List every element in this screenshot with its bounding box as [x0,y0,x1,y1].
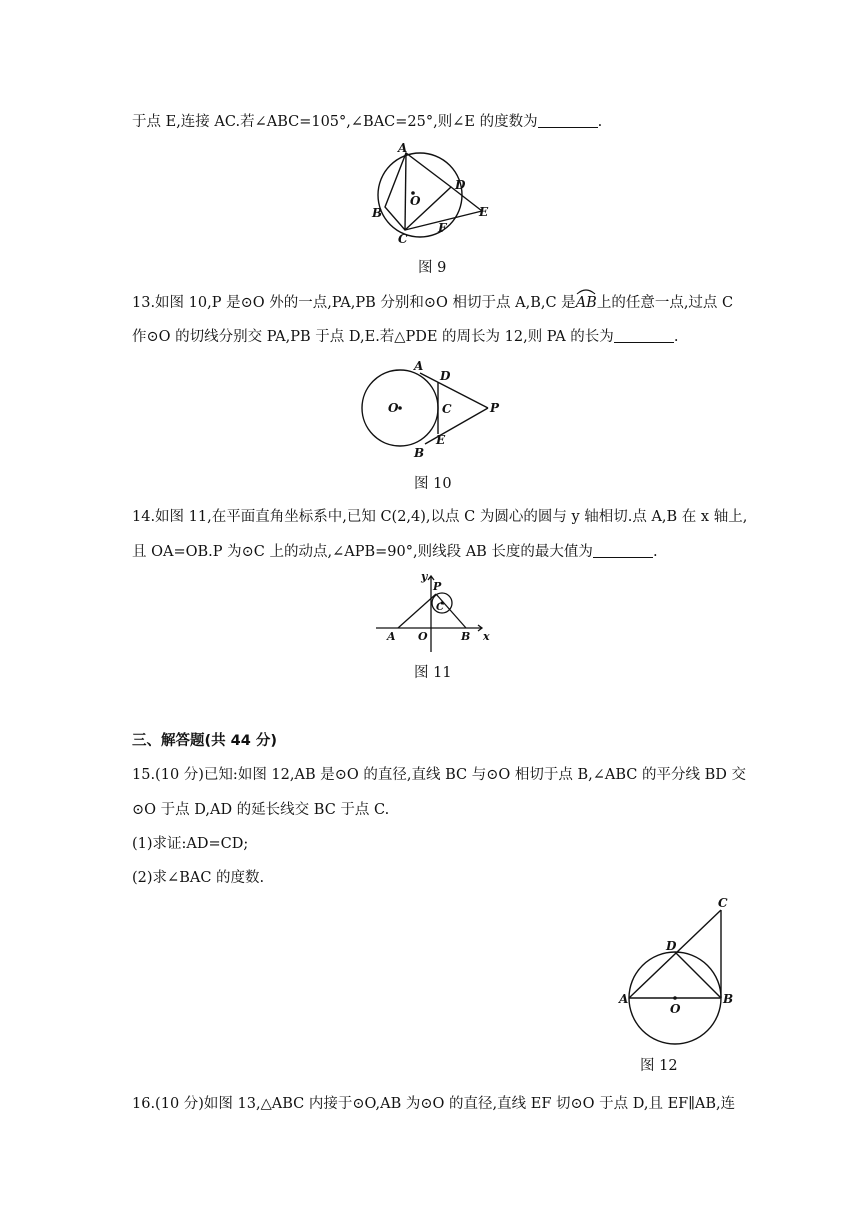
label-b-fig10: B [414,446,425,460]
text-segment: . [652,544,658,560]
label-p-fig11: P [433,580,442,593]
arc-label: AB [575,295,597,311]
text-line-q15-1: (1)求证:AD=CD; [132,836,249,852]
text-line-q15-b: ⊙O 于点 D,AD 的延长线交 BC 于点 C. [132,802,390,818]
label-c-fig11: C [436,602,444,613]
text-segment: 13.如图 10,P 是⊙O 外的一点,PA,PB 分别和⊙O 相切于点 A,B,C 是 [132,295,576,311]
label-d-fig10: D [440,369,451,383]
caption-fig12: 图 12 [640,1058,678,1074]
text-segment: . [673,329,679,345]
label-e-fig9: E [479,205,489,219]
text-line-q14-a: 14.如图 11,在平面直角坐标系中,已知 C(2,4),以点 C 为圆心的圆与 y 轴相切.点 A,B 在 x 轴上, [132,509,748,525]
label-o-fig9: O [410,194,421,208]
text-segment: 作⊙O 的切线分别交 PA,PB 于点 D,E.若△PDE 的周长为 12,则 PA 的长为 [132,329,614,345]
label-b-fig11: B [461,630,471,643]
label-a-fig9: A [398,141,408,155]
label-b-fig9: B [372,206,383,220]
caption-fig11: 图 11 [414,665,452,681]
label-e-fig10: E [436,433,446,447]
text-line-q15-a: 15.(10 分)已知:如图 12,AB 是⊙O 的直径,直线 BC 与⊙O 相切于点 B,∠ABC 的平分线 BD 交 [132,767,746,783]
label-d-fig12: D [666,939,677,953]
label-o-fig11: O [418,630,428,643]
caption-fig9: 图 9 [418,260,447,276]
caption-fig10: 图 10 [414,476,452,492]
label-a-fig12: A [619,992,629,1006]
label-a-fig10: A [414,359,424,373]
section-heading: 三、解答题(共 44 分) [132,733,278,749]
label-o-fig12: O [670,1002,681,1016]
label-o-fig10: O [388,401,399,415]
label-b-fig12: B [723,992,734,1006]
label-x-fig11: x [483,630,490,643]
center-dot-fig12 [673,996,677,1000]
text-line-q16-a: 16.(10 分)如图 13,△ABC 内接于⊙O,AB 为⊙O 的直径,直线 EF 切⊙O 于点 D,且 EF∥AB,连 [132,1096,736,1112]
text-line-q15-2: (2)求∠BAC 的度数. [132,870,265,886]
text-segment: 于点 E,连接 AC.若∠ABC=105°,∠BAC=25°,则∠E 的度数为 [132,114,538,130]
text-segment: . [597,114,603,130]
text-segment: 且 OA=OB.P 为⊙C 上的动点,∠APB=90°,则线段 AB 长度的最大值为 [132,544,593,560]
label-a-fig11: A [387,630,396,643]
label-f-fig9: F [438,221,447,235]
text-segment: 上的任意一点,过点 C [596,295,734,311]
label-d-fig9: D [455,178,466,192]
label-y-fig11: y [421,570,428,583]
label-c-fig10: C [442,402,452,416]
label-c-fig12: C [718,896,728,910]
label-p-fig10: P [490,401,500,415]
label-c-fig9: C [398,232,408,246]
